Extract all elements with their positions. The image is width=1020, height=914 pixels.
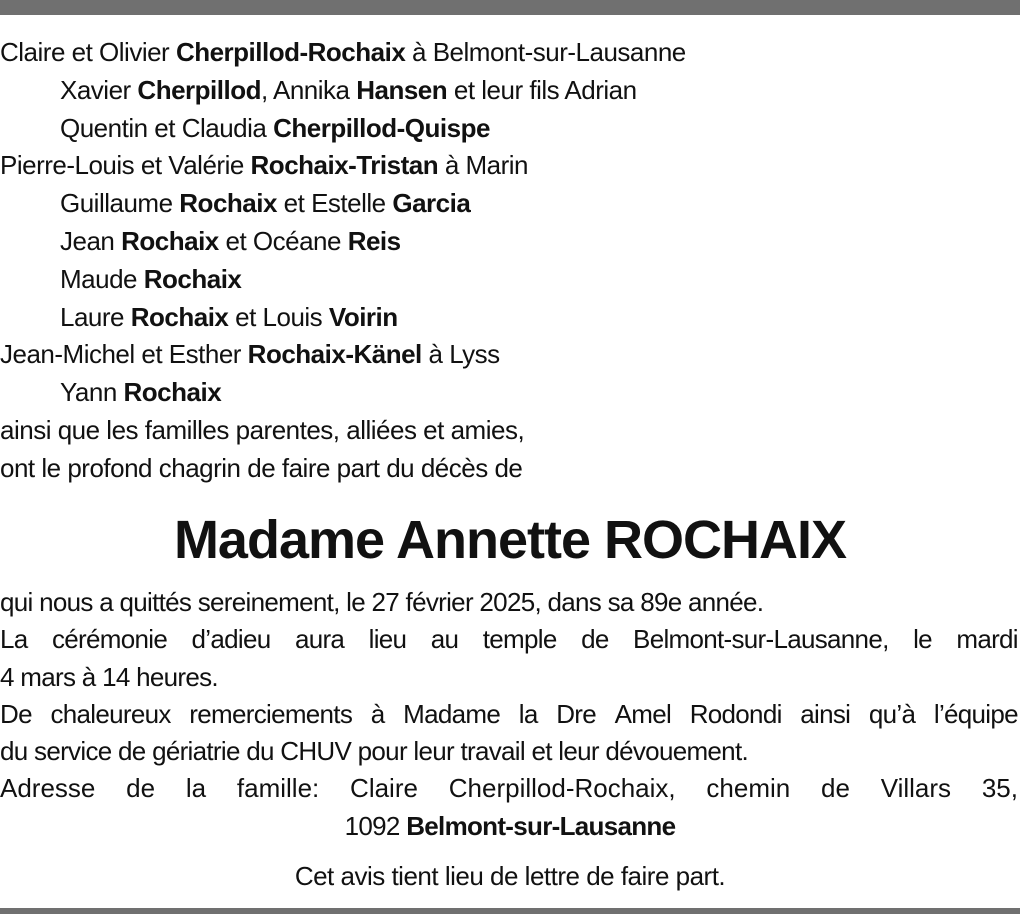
address-city-line [0, 808, 1020, 845]
word: qu’à [868, 698, 916, 729]
word: Rodondi [689, 698, 782, 729]
body-line-2 [0, 621, 1018, 658]
family-surname: Garcia [392, 188, 471, 219]
word: mardi [956, 624, 1018, 655]
word: Belmont-sur-Lausanne, [633, 624, 889, 655]
word: Cherpillod-Rochaix, [448, 773, 676, 804]
family-surname: Hansen [356, 74, 448, 105]
family-surname: Rochaix-Tristan [250, 150, 439, 181]
word: l’équipe [933, 698, 1018, 729]
word: à [370, 698, 385, 729]
family-surname: Reis [347, 225, 401, 256]
family-text: Quentin et Claudia [60, 112, 274, 143]
word: la [185, 773, 207, 804]
body-line-3: 4 mars à 14 heures. [0, 661, 218, 692]
word: cérémonie [51, 624, 168, 655]
family-surname: Cherpillod [137, 74, 261, 105]
word: La [0, 624, 28, 655]
word: Madame [403, 698, 501, 729]
word: ainsi [800, 698, 851, 729]
family-text: Yann [60, 377, 124, 408]
word: au [430, 624, 459, 655]
family-text: et Océane [218, 225, 348, 256]
top-rule [0, 0, 1020, 15]
word: lieu [368, 624, 407, 655]
word: Villars [880, 773, 952, 804]
family-text: et Louis [228, 301, 329, 332]
family-text: à Lyss [421, 339, 500, 370]
word: temple [482, 624, 557, 655]
family-text: , Annika [260, 74, 357, 105]
family-line [0, 412, 1020, 450]
family-text: Jean [60, 225, 122, 256]
family-text: ont le profond chagrin de faire part du décès de [0, 452, 523, 483]
family-text: à Marin [438, 150, 529, 181]
family-text: Pierre-Louis et Valérie [0, 150, 251, 181]
family-line [0, 261, 1020, 299]
notice-body [0, 584, 1020, 845]
word: de [821, 773, 850, 804]
family-text: Jean-Michel et Esther [0, 339, 248, 370]
word: Claire [350, 773, 418, 804]
family-line [0, 185, 1020, 223]
word: le [913, 624, 932, 655]
family-line [0, 336, 1020, 374]
family-line [0, 147, 1020, 185]
family-surname: Cherpillod-Quispe [273, 112, 490, 143]
family-line [0, 110, 1020, 148]
family-text: Xavier [60, 74, 138, 105]
word: remerciements [189, 698, 353, 729]
word: 35, [981, 773, 1018, 804]
word: de [581, 624, 609, 655]
family-text: à Belmont-sur-Lausanne [405, 37, 686, 67]
word: famille: [236, 773, 320, 804]
family-surname: Rochaix [121, 225, 219, 256]
family-surname: Rochaix [130, 301, 229, 332]
family-surname: Rochaix-Känel [247, 339, 422, 370]
family-text: Claire et Olivier [0, 37, 176, 67]
family-surname: Rochaix [179, 188, 277, 219]
body-line-5: du service de gériatrie du CHUV pour leur travail et leur dévouement. [0, 736, 748, 767]
family-surname: Rochaix [143, 263, 242, 294]
word: de [126, 773, 156, 804]
family-line [0, 34, 1020, 72]
family-text: Guillaume [60, 188, 180, 219]
postal-code: 1092 [344, 810, 400, 841]
family-line [0, 72, 1020, 110]
bottom-rule [0, 908, 1020, 914]
word: aura [294, 624, 345, 655]
family-line [0, 450, 1020, 488]
word: Dre [556, 698, 597, 729]
address-line [0, 770, 1018, 807]
body-line-4 [0, 696, 1018, 733]
family-text: et Estelle [276, 188, 393, 219]
word: chaleureux [50, 698, 171, 729]
family-surname: Cherpillod-Rochaix [175, 37, 406, 67]
family-surname: Voirin [328, 301, 398, 332]
family-text: Maude [60, 263, 144, 294]
word: Adresse [0, 773, 96, 804]
family-line [0, 299, 1020, 337]
body-line-1: qui nous a quittés sereinement, le 27 février 2025, dans sa 89e année. [0, 587, 764, 617]
word: chemin [706, 773, 791, 804]
family-surname: Rochaix [123, 377, 222, 408]
family-text: Laure [60, 301, 131, 332]
word: la [518, 698, 538, 729]
family-list [0, 34, 1020, 488]
family-text: et leur fils Adrian [447, 74, 637, 105]
closing-text: Cet avis tient lieu de lettre de faire part. [294, 861, 726, 891]
word: Amel [614, 698, 672, 729]
address-city: Belmont-sur-Lausanne [406, 810, 676, 841]
family-line [0, 223, 1020, 261]
family-text: ainsi que les familles parentes, alliées et amies, [0, 414, 525, 445]
word: De [0, 698, 32, 729]
family-line [0, 374, 1020, 412]
deceased-name: Madame Annette ROCHAIX [173, 510, 847, 570]
word: d’adieu [191, 624, 271, 655]
